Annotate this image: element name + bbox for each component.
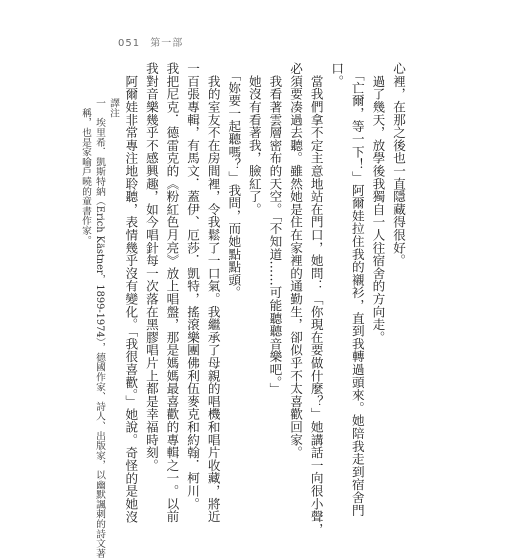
text-line: 心裡，在那之後也一直隱藏得很好。 — [391, 62, 406, 267]
text-line: 一百張專輯，有馬文．蓋伊、厄莎．凱特，搖滾樂團佛利伍麥克和約翰．柯川。 — [185, 62, 201, 510]
text-line: 必須要凑過去聽。雖然她是住在家裡的通勤生，卻似乎不太喜歡回家。 — [288, 62, 304, 459]
text-line: 過了幾天，放學後我獨自一人往宿舍的方向走。 — [370, 62, 386, 344]
running-header — [118, 34, 183, 49]
text-line: 「妳要一起聽嗎？」我問，而她點點頭。 — [226, 62, 242, 299]
main-text — [120, 62, 408, 536]
text-line: 我對音樂幾乎不感興趣，如今唱針每一次落在黑膠唱片上都是幸福時刻。 — [143, 62, 159, 472]
text-line: 口。 — [329, 62, 345, 88]
translator-footnote — [78, 98, 120, 558]
text-line: 她沒有看著我，臉紅了。 — [246, 62, 262, 216]
footnote-line: 稱，也是家喻戶曉的童書作家。 — [80, 98, 91, 245]
text-line: 阿爾娃非常專注地聆聽，表情幾乎沒有變化。「我很喜歡。」她說。奇怪的是她沒 — [123, 62, 139, 523]
part-title: 第一部 — [150, 38, 184, 49]
text-line: 當我們拿不定主意地站在門口，她問：「你現在要做什麼？」她講話一向很小聲， — [308, 62, 324, 536]
text-line: 我看著雲層密布的天空。「不知道……可能聽聽音樂吧。」 — [267, 62, 283, 395]
footnote-line: 一 埃里希．凱斯特納（Erich Kästner，1899-1974），德國作家、詩人、出版家，以幽默諷刺的詩文著 — [94, 98, 105, 558]
footnote-label: 譯注 — [108, 98, 119, 118]
page-number: 051 — [118, 38, 141, 49]
text-line: 「亡爾，等一下！」阿爾娃拉住我的襯衫，直到我轉過頭來。她陪我走到宿舍門 — [349, 62, 365, 517]
text-line: 我把尼克．德雷克的《粉紅色月亮》放上唱盤，那是媽媽最喜歡的專輯之一。以前 — [164, 62, 180, 523]
text-line: 我的室友不在房間裡，令我鬆了一口氣。我繼承了母親的唱機和唱片收藏，將近 — [205, 62, 221, 523]
